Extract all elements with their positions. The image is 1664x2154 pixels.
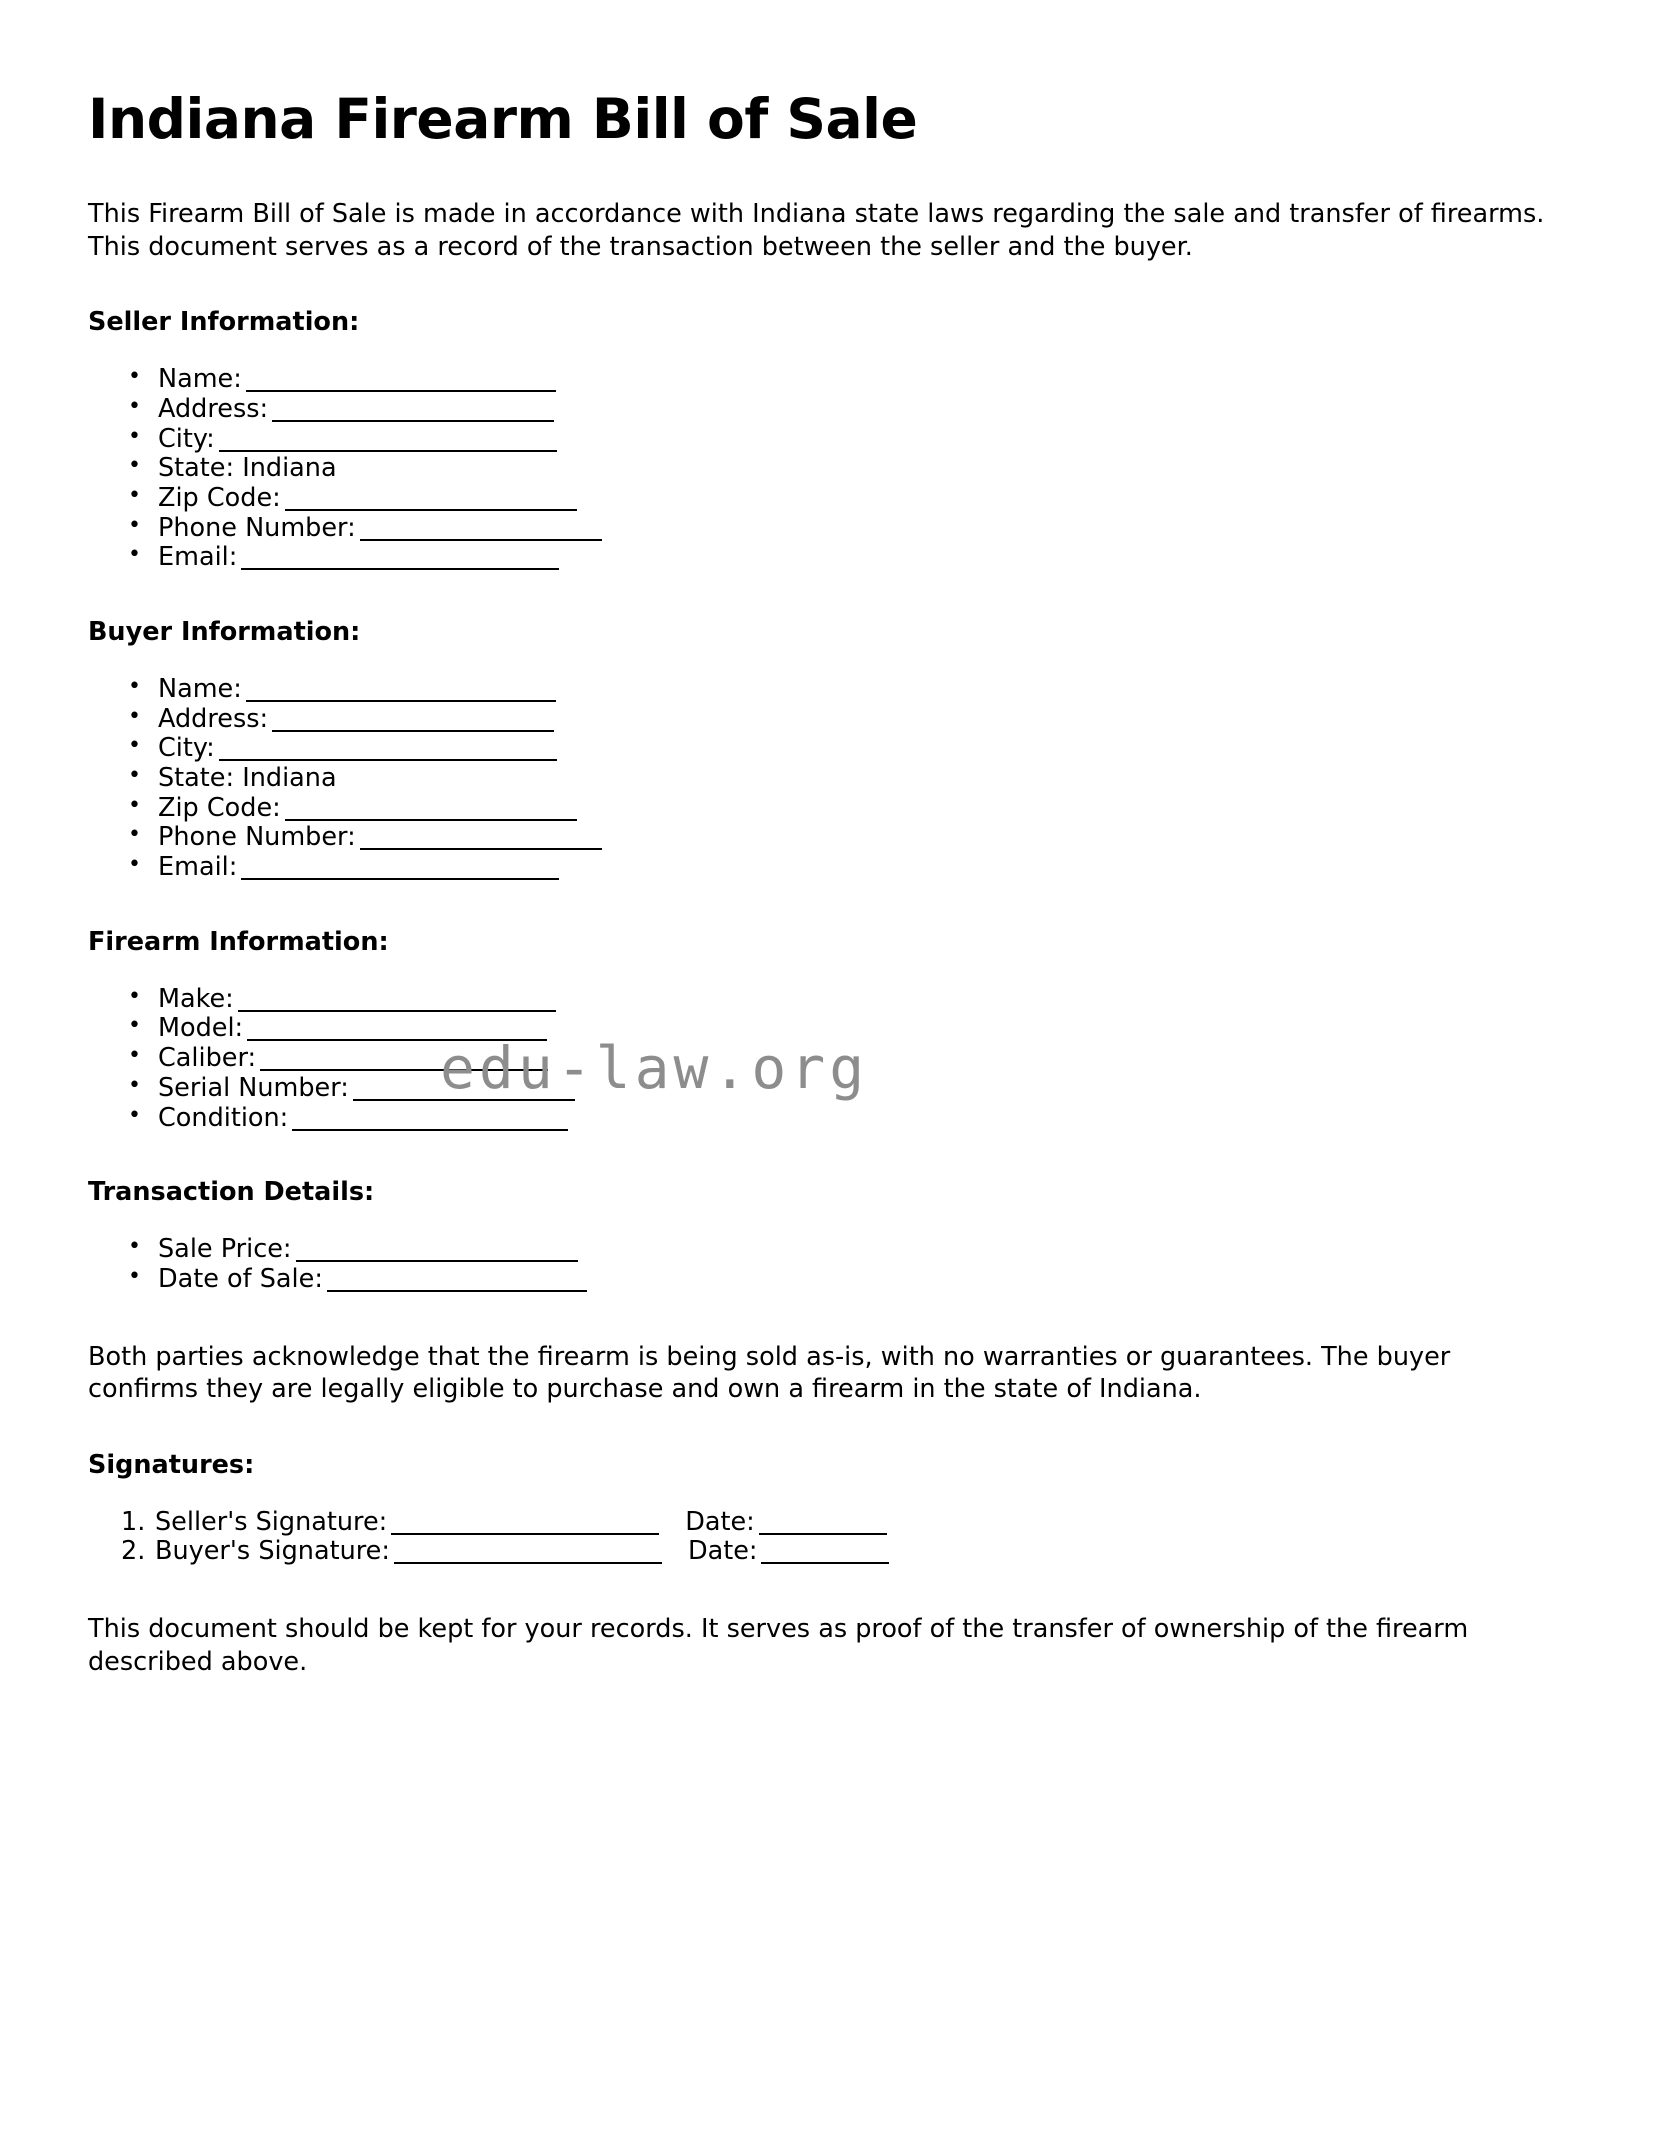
signature-label: Seller's Signature:	[155, 1506, 388, 1537]
date-blank-line[interactable]	[761, 1562, 889, 1564]
acknowledgement-paragraph: Both parties acknowledge that the firearm is being sold as-is, with no warranties or guarantees. The buyer confirms they are legally eligible to purchase and own a firearm in the state of Indiana.	[88, 1341, 1451, 1405]
field-label: Make:	[158, 983, 234, 1014]
field-row	[128, 395, 1552, 425]
field-value: Indiana	[234, 453, 337, 484]
field-label: Phone Number:	[158, 822, 356, 853]
field-label: Zip Code:	[158, 792, 281, 823]
field-row	[128, 543, 1552, 573]
field-blank-line[interactable]	[360, 848, 602, 850]
field-blank-line[interactable]	[272, 420, 554, 422]
field-row	[128, 1014, 1552, 1044]
closing-paragraph: This document should be kept for your records. It serves as proof of the transfer of ownership of the firearm described above.	[88, 1614, 1469, 1677]
date-blank-line[interactable]	[759, 1533, 887, 1535]
field-row	[128, 853, 1552, 883]
field-blank-line[interactable]	[246, 700, 556, 702]
field-row	[128, 1074, 1552, 1104]
field-row	[128, 1044, 1552, 1074]
buyer-information-list	[88, 675, 1552, 883]
signatures-heading: Signatures:	[88, 1449, 255, 1480]
field-blank-line[interactable]	[272, 730, 554, 732]
signature-blank-line[interactable]	[391, 1533, 659, 1535]
signature-row	[121, 1537, 1552, 1567]
seller-information-heading: Seller Information:	[88, 307, 360, 338]
field-blank-line[interactable]	[241, 878, 559, 880]
field-row	[128, 425, 1552, 455]
firearm-information-heading: Firearm Information:	[88, 926, 389, 957]
field-label: Email:	[158, 542, 238, 573]
field-label: Condition:	[158, 1102, 289, 1133]
field-row	[128, 823, 1552, 853]
intro-paragraph: This Firearm Bill of Sale is made in accordance with Indiana state laws regarding the sale and transfer of firearms. This document serves as a record of the transaction between the seller and the buyer.	[88, 199, 1545, 262]
buyer-information-heading: Buyer Information:	[88, 617, 361, 648]
field-blank-line[interactable]	[219, 759, 557, 761]
field-row	[128, 365, 1552, 395]
field-label: Sale Price:	[158, 1234, 292, 1265]
field-blank-line[interactable]	[353, 1099, 575, 1101]
field-blank-line[interactable]	[238, 1010, 556, 1012]
field-row	[128, 794, 1552, 824]
field-blank-line[interactable]	[292, 1129, 568, 1131]
field-label: Caliber:	[158, 1043, 257, 1074]
field-row	[128, 1235, 1552, 1265]
date-label: Date:	[687, 1536, 758, 1567]
transaction-details-list	[88, 1235, 1552, 1294]
date-label: Date:	[685, 1506, 755, 1537]
field-blank-line[interactable]	[219, 450, 557, 452]
field-label: Phone Number:	[158, 512, 356, 543]
field-row	[128, 514, 1552, 544]
field-label: State:	[158, 453, 235, 484]
field-blank-line[interactable]	[246, 390, 556, 392]
firearm-information-list	[88, 985, 1552, 1134]
page-title: Indiana Firearm Bill of Sale	[88, 87, 918, 151]
signature-row	[121, 1508, 1552, 1538]
field-row	[128, 1104, 1552, 1134]
field-label: Address:	[158, 703, 269, 734]
field-label: City:	[158, 423, 215, 454]
field-blank-line[interactable]	[327, 1290, 587, 1292]
signature-blank-line[interactable]	[394, 1562, 662, 1564]
field-row	[128, 454, 1552, 484]
transaction-details-heading: Transaction Details:	[88, 1177, 375, 1208]
field-label: Name:	[158, 673, 242, 704]
field-blank-line[interactable]	[360, 539, 602, 541]
field-row	[128, 734, 1552, 764]
field-label: Model:	[158, 1013, 244, 1044]
field-row	[128, 764, 1552, 794]
signature-label: Buyer's Signature:	[155, 1536, 390, 1567]
field-row	[128, 1265, 1552, 1295]
field-blank-line[interactable]	[285, 819, 577, 821]
field-blank-line[interactable]	[241, 568, 559, 570]
site-watermark: edu-law.org	[440, 1034, 869, 1102]
field-blank-line[interactable]	[260, 1069, 548, 1071]
field-blank-line[interactable]	[296, 1260, 578, 1262]
field-blank-line[interactable]	[285, 509, 577, 511]
field-row	[128, 985, 1552, 1015]
field-label: Name:	[158, 364, 242, 395]
field-label: State:	[158, 763, 235, 794]
field-label: Address:	[158, 393, 269, 424]
field-label: Serial Number:	[158, 1072, 349, 1103]
seller-information-list	[88, 365, 1552, 573]
signatures-list	[88, 1508, 1552, 1567]
field-blank-line[interactable]	[247, 1039, 547, 1041]
field-label: Zip Code:	[158, 482, 281, 513]
field-label: Email:	[158, 852, 238, 883]
field-label: Date of Sale:	[158, 1263, 323, 1294]
field-label: City:	[158, 733, 215, 764]
field-value: Indiana	[234, 763, 337, 794]
field-row	[128, 484, 1552, 514]
field-row	[128, 705, 1552, 735]
field-row	[128, 675, 1552, 705]
